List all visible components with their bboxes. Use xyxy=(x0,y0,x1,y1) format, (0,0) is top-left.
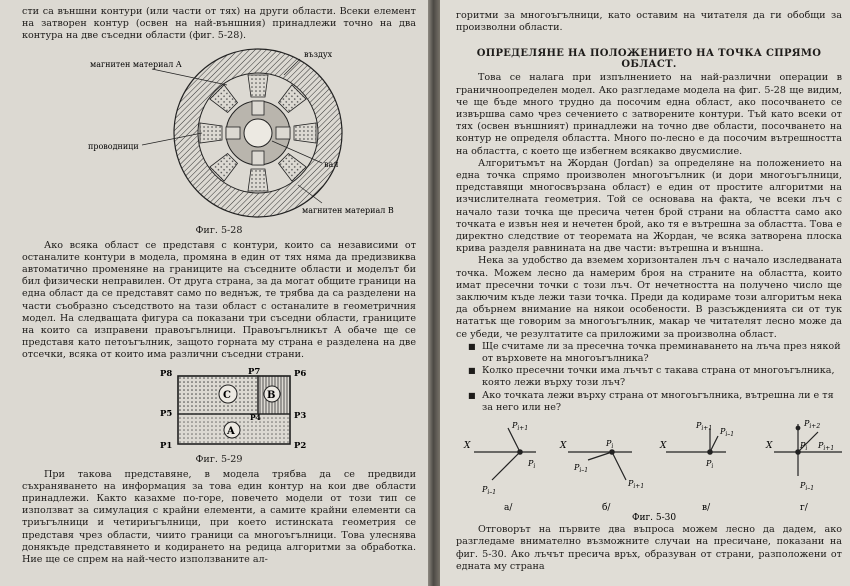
question-item: ■ Колко пресечни точки има лъчът с такава страна от многоъгълника, която лежи върху този лъч? xyxy=(482,365,842,389)
fig-a-vertex-label: $P_{i+1}$ xyxy=(512,421,529,433)
fig-d-vertex-label: $P_i$ xyxy=(800,441,808,453)
fig-d-x-label: X xyxy=(766,441,773,452)
question-item: ■ Ще считаме ли за пресечна точка преминаването на лъча през някой от върховете на многоъгълника? xyxy=(482,341,842,365)
fig-b-vertex-label: $P_{i-1}$ xyxy=(574,463,589,475)
point-p7: P7 xyxy=(248,367,261,377)
fig-c-vertex-label: $P_{i-1}$ xyxy=(720,427,735,439)
question-list xyxy=(456,341,842,414)
point-p2: P2 xyxy=(294,440,307,451)
point-p8: P8 xyxy=(160,368,173,379)
fig-c-x-label: X xyxy=(660,441,667,452)
label-magnetic-material-b: магнитен материал B xyxy=(302,205,394,215)
fig-c-vertex-label: $P_i$ xyxy=(706,459,714,471)
fig-a-vertex-label: $P_i$ xyxy=(528,459,536,471)
right-paragraph-1: Това се налага при изпълнението на най-различни операции в граничноопределен модел. Ако разгледаме модела на фиг. 5-28 ще видим, че ще бъде много трудно да посочим една област, ако посочването се извършва само чрез сечението с затворените контури. Тъй като всеки от тях (освен външният) принадлежи на точно две области, посочването на контур не определя областта. Много по-лесно е да посочим вътрешността на областта, с което ще избегнем всякакво двусмислие. xyxy=(456,72,842,157)
point-p6: P6 xyxy=(294,368,307,379)
point-p1: P1 xyxy=(160,440,173,451)
right-paragraph-2: Алгоритъмът на Жордан (Jordan) за определяне на положението на една точка спрямо произволен многоъгълник (и дори многоъгълници, представящи многосвързана област) е един от простите алгоритми на изчислителната геометрия. Той се основава на факта, че всеки лъч с начало тази точка ще пресича четен брой страни на областта само ако точката е извън нея и нечетен брой, ако тя е вътрешна за областта. Това е директно следствие от теоремата на Жордан, че всяка затворена плоска крива разделя равнината на две части: вътрешна и външна. xyxy=(456,157,842,255)
subfigure-d-label: г/ xyxy=(800,503,808,514)
fig-d-vertex-label: $P_{i+2}$ xyxy=(804,419,821,431)
subfigure-a-label: а/ xyxy=(504,503,513,514)
point-p5: P5 xyxy=(160,408,173,419)
figure-5-30 xyxy=(456,418,842,522)
fig-d-vertex-label: $P_{i+1}$ xyxy=(818,441,835,453)
left-paragraph-2: При такова представяне, в модела трябва да се предвиди съхраняването на информация за това един контур на кои две области принадлежи. Както казахме по-горе, повечето модели от този тип се използват за симулация с крайни елементи, а самите крайни елементи са триъгълници и четириъгълници, при което истинската геометрия се представя чрез области, чиито граници са многоъгълници. Това улеснява донякъде представянето и кодирането на редица алгоритми за обработка. Ние ще се спрем на най-често използваните ал- xyxy=(22,468,416,566)
figure-5-28 xyxy=(22,45,416,223)
question-item: ■ Ако точката лежи върху страна от многоъгълника, вътрешна ли е тя за него или не? xyxy=(482,390,842,414)
fig-b-vertex-label: $P_{i+1}$ xyxy=(628,479,645,491)
right-paragraph-3: Нека за удобство да вземем хоризонтален лъч с начало изследваната точка. Можем лесно да намерим броя на страните на областта, които имат пресечни точки с този лъч. От нечетността на получено число ще заключим къде лежи тази точка. Преди да кодираме този алгоритъм нека да обърнем внимание на някои особености. В разсъжденията си от тук нататък ще говорим за многоъгълник, макар че читателят лесно може да се убеди, че резултатите са приложими за произволна област. xyxy=(456,255,842,340)
right-bottom-text: Отговорът на първите два въпроса можем лесно да дадем, ако разгледаме внимателно възможните случаи на пресичане, показани на фиг. 5-30. Ако лъчът пресича връх, образуван от страни, разположени от едната му страна xyxy=(456,524,842,572)
figure-5-29-caption: Фиг. 5-29 xyxy=(195,453,243,465)
fig-b-x-label: X xyxy=(560,441,567,452)
label-air: въздух xyxy=(304,49,333,59)
left-paragraph-1: Ако всяка област се представя с контури, които са независими от останалите контури в модела, промяна в един от тях няма да предизвиква автоматично променяне на границите на съседните области и моделът би бил физически неправилен. От друга страна, за да могат общите граници на една област да се представят само по веднъж, те трябва да са разделени на части съобразно съседството на тази област с останалите в геометричния модел. На следващата фигура са показани три съседни области, границите на които са изправени правоъгълници. Правоъгълникът A обаче ще се представя като петоъгълник, защото горната му страна е разделена на две отсечки, всяка от които има различни съседни страни. xyxy=(22,239,416,361)
region-a-label: A xyxy=(227,425,235,437)
fig-a-x-label: X xyxy=(464,441,471,452)
subfigure-c-label: в/ xyxy=(702,503,711,514)
fig-d-vertex-label: $P_{i-1}$ xyxy=(800,481,815,493)
fig-b-vertex-label: $P_i$ xyxy=(606,439,614,451)
right-top-text: горитми за многоъгълници, като оставим на читателя да ги обобщи за произволни области. xyxy=(456,10,842,34)
figure-5-28-caption: Фиг. 5-28 xyxy=(195,224,243,236)
section-heading: ОПРЕДЕЛЯНЕ НА ПОЛОЖЕНИЕТО НА ТОЧКА СПРЯМО ОБЛАСТ. xyxy=(476,48,822,71)
fig-c-vertex-label: $P_{i+1}$ xyxy=(696,421,713,433)
fig-a-vertex-label: $P_{i-1}$ xyxy=(482,485,497,497)
region-c-label: C xyxy=(223,389,231,401)
label-shaft: вал xyxy=(324,159,339,169)
right-page xyxy=(440,0,850,586)
motor-cross-section xyxy=(174,49,342,217)
point-p4: P4 xyxy=(250,412,261,422)
book-spine xyxy=(428,0,440,586)
figure-5-30-caption: Фиг. 5-30 xyxy=(632,513,677,523)
label-magnetic-material-a: магнитен материал A xyxy=(90,59,182,69)
left-top-text: сти са външни контури (или части от тях) на други области. Всеки елемент на затворен контур (освен на най-външния) принадлежи точно на два контура на две съседни области (фиг. 5-28). xyxy=(22,6,416,42)
point-p3: P3 xyxy=(294,410,307,421)
figure-5-29 xyxy=(22,368,416,452)
label-conductors: проводници xyxy=(88,141,139,151)
subfigure-b-label: б/ xyxy=(602,503,611,514)
region-b-label: B xyxy=(267,389,276,401)
